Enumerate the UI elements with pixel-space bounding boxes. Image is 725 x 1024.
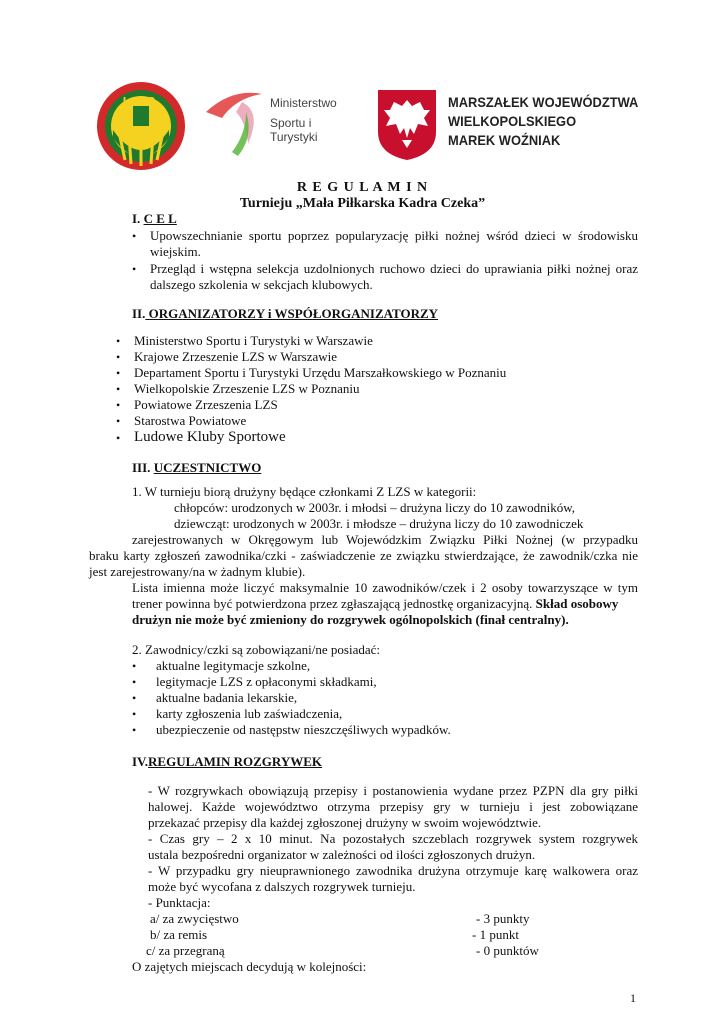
- organizer-item: Departament Sportu i Turystyki Urzędu Marszałkowskiego w Poznaniu: [134, 365, 507, 380]
- rules-line: ustala bezpośredni organizator w zależności od ilości zgłoszonych drużyn.: [148, 847, 536, 862]
- lzs-logo: [95, 80, 187, 172]
- bullet-icon: •: [116, 398, 121, 412]
- section-2-title: ORGANIZATORZY i WSPÓŁORGANIZATORZY: [145, 306, 439, 321]
- bullet-icon: •: [116, 334, 121, 348]
- goal-2-line2: dalszego szkolenia w sekcjach klubowych.: [150, 277, 373, 292]
- lzs-logo-text: LZS: [122, 94, 160, 109]
- marshal-logo: [376, 88, 666, 168]
- participation-line: 1. W turnieju biorą drużyny będące członkami Z LZS w kategorii:: [132, 484, 477, 499]
- section-4-heading: [132, 754, 322, 770]
- requirements-intro: 2. Zawodnicy/czki są zobowiązani/ne posiadać:: [132, 642, 380, 657]
- bullet-icon: •: [116, 382, 121, 396]
- section-4-number: IV.: [132, 754, 149, 769]
- bullet-icon: •: [116, 350, 121, 364]
- ministry-swoosh-icon: [202, 82, 268, 162]
- points-label: c/ za przegraną: [146, 943, 225, 958]
- bullet-icon: •: [132, 723, 137, 737]
- goal-1-line1: Upowszechnianie sportu poprzez popularyzację piłki nożnej wśród dzieci w środowisku: [150, 228, 638, 243]
- ministry-line1: Ministerstwo: [270, 96, 337, 110]
- rules-line: - Punktacja:: [148, 895, 211, 910]
- squad-rule-emphasis: Skład osobowy: [535, 596, 619, 611]
- points-label: a/ za zwycięstwo: [150, 911, 239, 926]
- requirement-item: aktualne legitymacje szkolne,: [156, 658, 311, 673]
- bullet-icon: •: [132, 262, 137, 276]
- section-3-heading: [132, 460, 261, 476]
- bullet-icon: •: [132, 659, 137, 673]
- section-1-title: C E L: [143, 211, 177, 226]
- page-number: 1: [630, 991, 636, 1005]
- participation-text: trener powinna być potwierdzona przez zgłaszającą jednostkę organizacyjną.: [132, 596, 536, 611]
- rules-line: może być wycofana z dalszych rozgrywek turnieju.: [148, 879, 416, 894]
- section-2-heading: [132, 306, 438, 322]
- organizer-item: Ludowe Kluby Sportowe: [134, 429, 286, 445]
- bullet-icon: •: [132, 691, 137, 705]
- bullet-icon: •: [132, 675, 137, 689]
- goal-2-line1: Przegląd i wstępna selekcja uzdolnionych ruchowo dzieci do uprawiania piłki nożnej oraz: [150, 261, 638, 276]
- participation-line: zarejestrowanych w Okręgowym lub Wojewódzkim Związku Piłki Nożnej (w przypadku: [132, 532, 638, 547]
- section-3-title: UCZESTNICTWO: [153, 460, 262, 475]
- bullet-icon: •: [132, 707, 137, 721]
- bullet-icon: •: [116, 366, 121, 380]
- section-1-heading: [132, 211, 177, 227]
- section-3-number: III.: [132, 460, 154, 475]
- participation-line: Lista imienna może liczyć maksymalnie 10 zawodników/czek i 2 osoby towarzyszące w tym: [132, 580, 638, 595]
- requirement-item: ubezpieczenie od następstw nieszczęśliwych wypadków.: [156, 722, 451, 737]
- bullet-icon: •: [116, 431, 121, 445]
- section-4-title: REGULAMIN ROZGRYWEK: [148, 754, 323, 769]
- marshal-line3: MAREK WOŹNIAK: [448, 132, 561, 148]
- goal-1-line2: wiejskim.: [150, 244, 201, 259]
- section-1-number: I.: [132, 211, 144, 226]
- requirement-item: aktualne badania lekarskie,: [156, 690, 298, 705]
- organizer-item: Wielkopolskie Zrzeszenie LZS w Poznaniu: [134, 381, 360, 396]
- bullet-icon: •: [132, 229, 137, 243]
- participation-line: braku karty zgłoszeń zawodnika/czki - zaświadczenie ze związku stwierdzające, że zawodnik/czka nie: [89, 548, 638, 563]
- squad-rule-line: drużyn nie może być zmieniony do rozgrywek ogólnopolskich (finał centralny).: [132, 612, 569, 627]
- rules-line: - W przypadku gry nieuprawnionego zawodnika drużyna otrzymuje karę walkowera oraz: [148, 863, 638, 878]
- participation-line: dziewcząt: urodzonych w 2003r. i młodsze – drużyna liczy do 10 zawodniczek: [174, 516, 584, 531]
- requirement-item: karty zgłoszenia lub zaświadczenia,: [156, 706, 343, 721]
- document-title: R E G U L A M I N: [296, 180, 429, 195]
- ministry-logo: [202, 82, 362, 162]
- rules-line: - Czas gry – 2 x 10 minut. Na pozostałych szczeblach rozgrywek system rozgrywek: [148, 831, 638, 846]
- marshal-line2: WIELKOPOLSKIEGO: [448, 113, 577, 129]
- organizer-item: Ministerstwo Sportu i Turystyki w Warszawie: [134, 333, 373, 348]
- organizer-item: Starostwa Powiatowe: [134, 413, 247, 428]
- organizer-item: Krajowe Zrzeszenie LZS w Warszawie: [134, 349, 338, 364]
- points-value: - 0 punktów: [476, 943, 539, 958]
- ranking-intro: O zajętych miejscach decydują w kolejności:: [132, 959, 367, 974]
- section-2-number: II.: [132, 306, 146, 321]
- eagle-crest-icon: [376, 88, 438, 162]
- rules-line: przekazać przepisy dla każdej zgłoszonej drużyny w swoim województwie.: [148, 815, 542, 830]
- marshal-line1: MARSZAŁEK WOJEWÓDZTWA: [448, 94, 639, 110]
- participation-line: chłopców: urodzonych w 2003r. i młodsi – drużyna liczy do 10 zawodników,: [174, 500, 575, 515]
- points-label: b/ za remis: [150, 927, 208, 942]
- participation-line: jest zarejestrowany/na w żadnym klubie).: [89, 564, 306, 579]
- points-value: - 1 punkt: [472, 927, 519, 942]
- bullet-icon: •: [116, 414, 121, 428]
- requirement-item: legitymacje LZS z opłaconymi składkami,: [156, 674, 377, 689]
- organizer-item: Powiatowe Zrzeszenia LZS: [134, 397, 278, 412]
- rules-line: halowej. Każde województwo otrzyma przepisy gry w turnieju i jest zobowiązane: [148, 799, 638, 814]
- participation-line: [132, 596, 618, 612]
- document-subtitle: Turnieju „Mała Piłkarska Kadra Czeka”: [239, 196, 486, 211]
- ministry-line2: Sportu i Turystyki: [270, 116, 318, 144]
- points-value: - 3 punkty: [476, 911, 530, 926]
- rules-line: - W rozgrywkach obowiązują przepisy i postanowienia wydane przez PZPN dla gry piłki: [148, 783, 638, 798]
